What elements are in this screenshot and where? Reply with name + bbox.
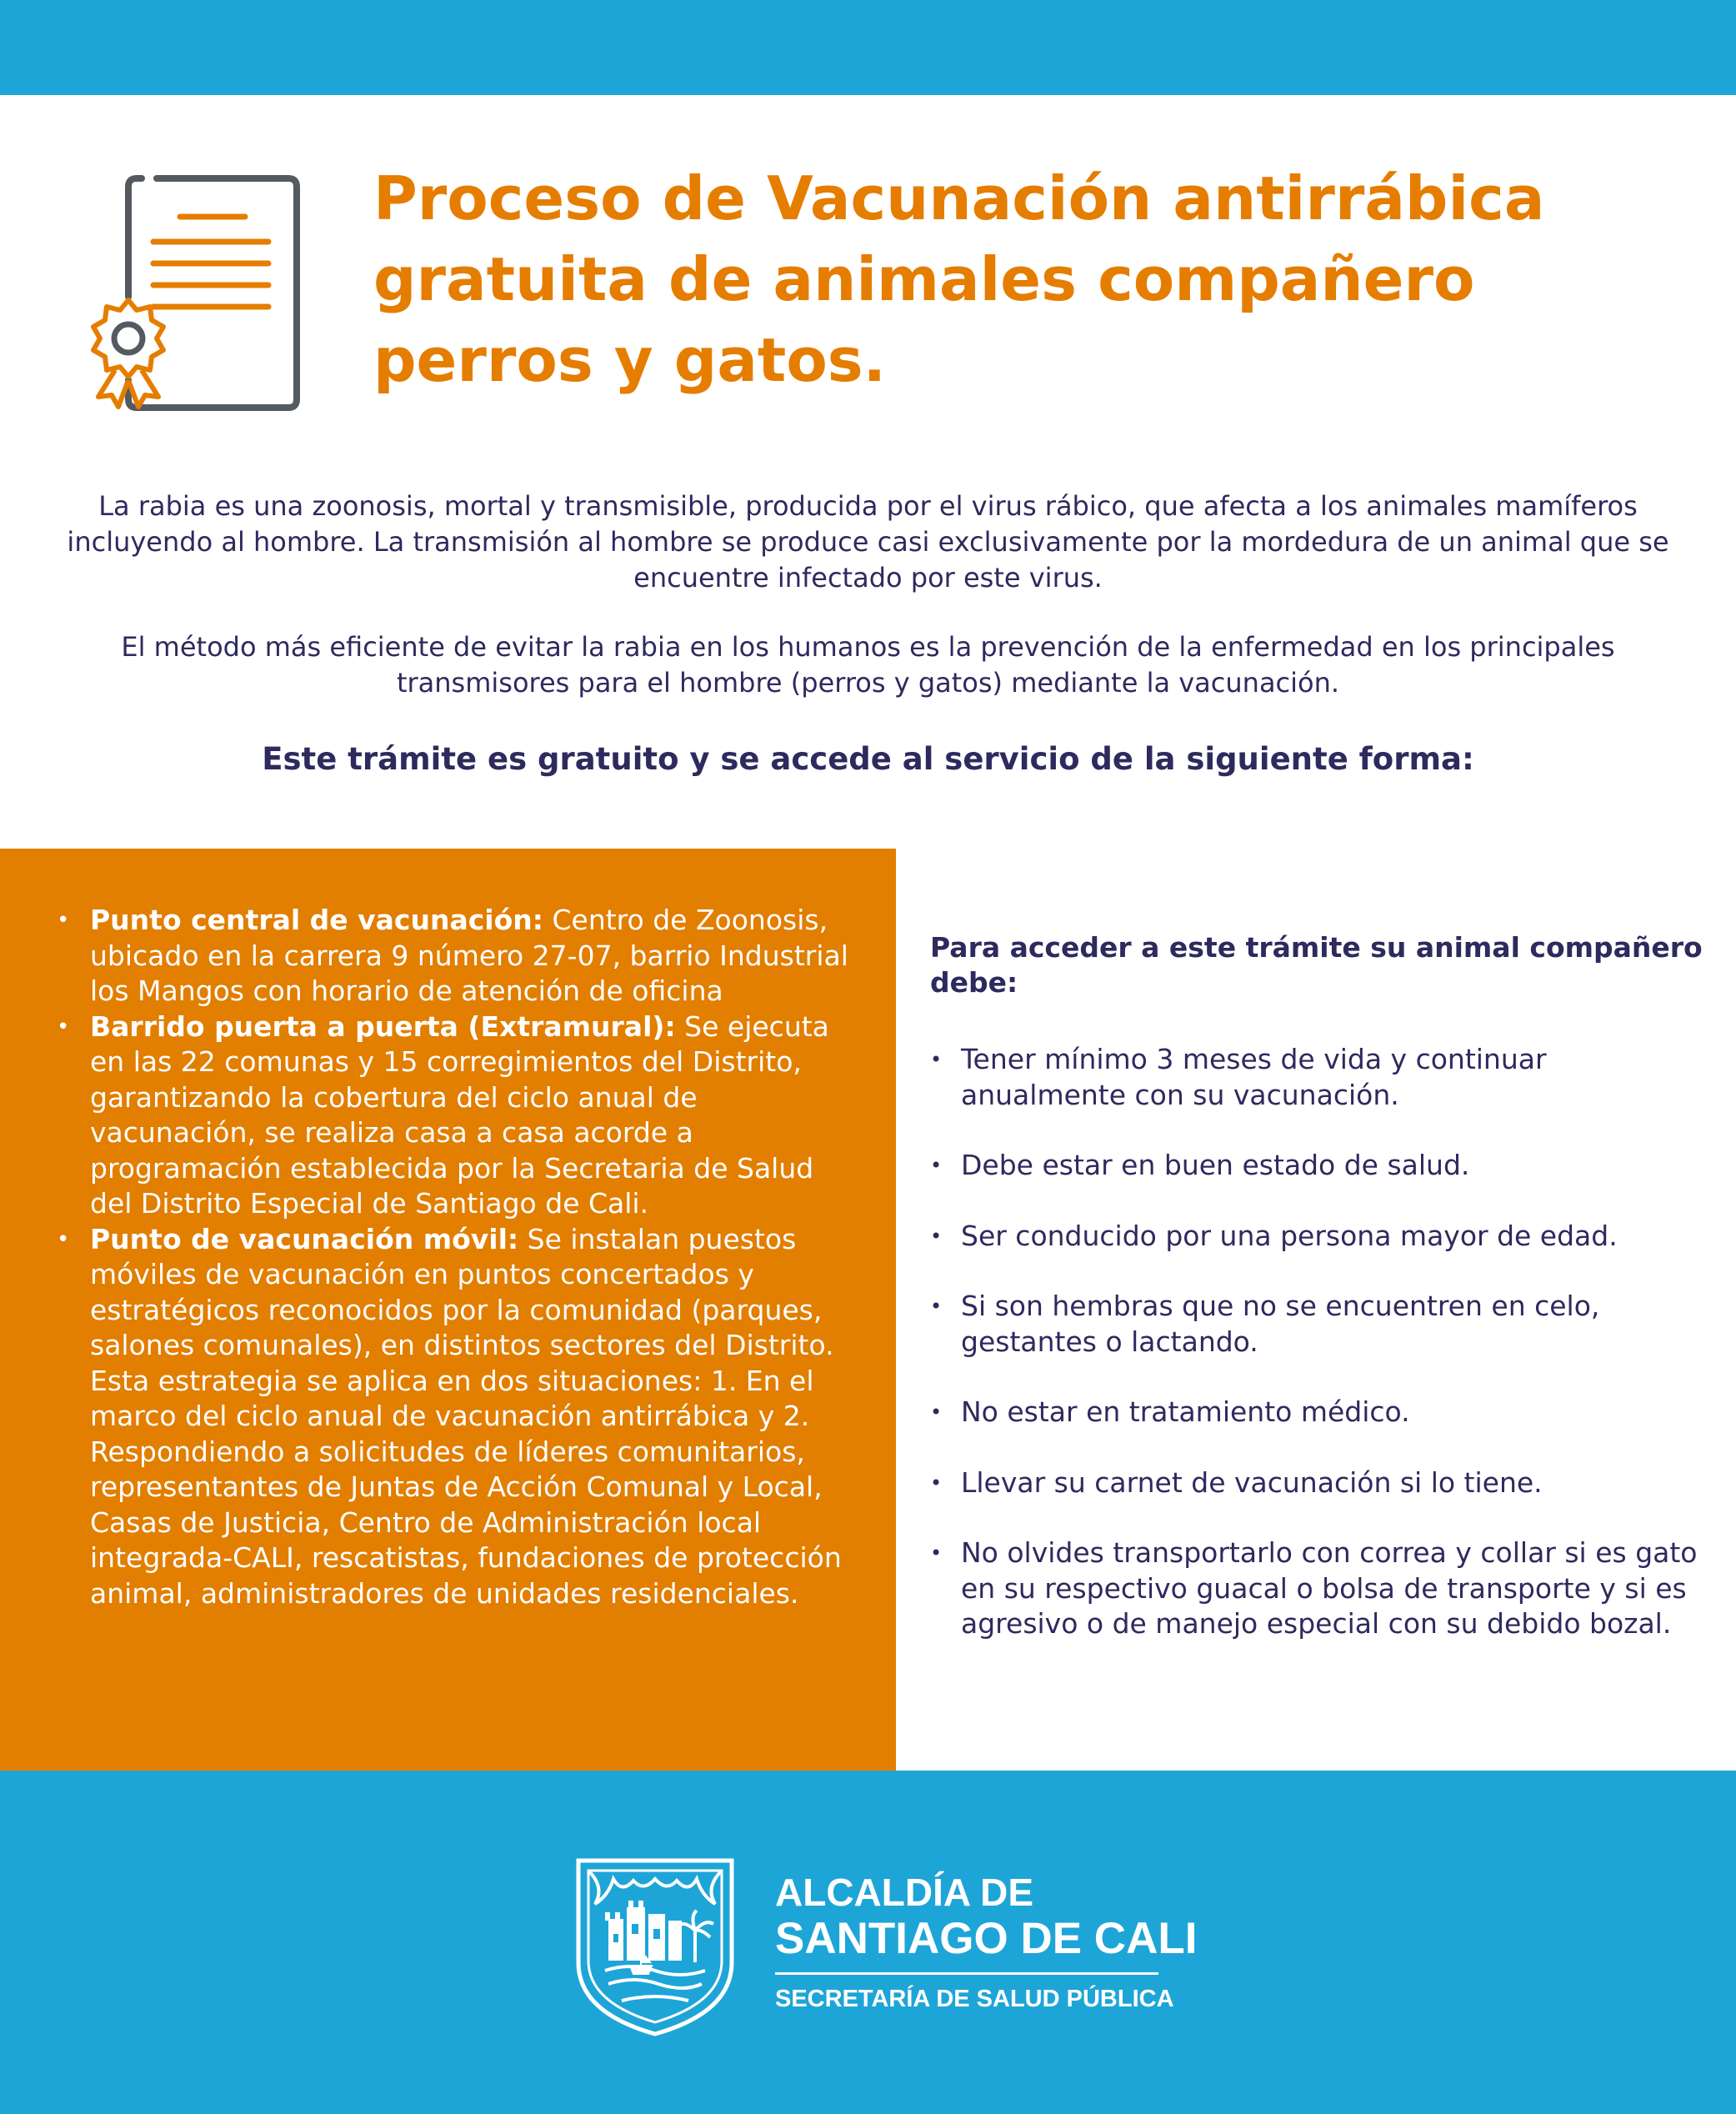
title-line: gratuita de animales compañero: [373, 244, 1475, 314]
title-line: perros y gatos.: [373, 325, 886, 395]
list-item: • No olvides transportarlo con correa y collar si es gato en su respectivo guacal o bolsa de transporte y si es agresivo o de manejo especial con su debido bozal.: [930, 1535, 1705, 1642]
requirements-list: [930, 1042, 1705, 1677]
list-item: • Si son hembras que no se encuentren en celo, gestantes o lactando.: [930, 1289, 1705, 1360]
intro-section: [67, 488, 1669, 701]
intro-paragraph: El método más eficiente de evitar la rabia en los humanos es la prevención de la enfermedad en los principales transmisores para el hombre (perros y gatos) mediante la vacunación.: [121, 631, 1615, 699]
requirements-heading: Para acceder a este trámite su animal compañero debe:: [930, 931, 1703, 999]
title-line: Proceso de Vacunación antirrábica: [373, 163, 1545, 233]
access-points-list: [57, 903, 857, 1611]
list-item: • Tener mínimo 3 meses de vida y continuar anualmente con su vacunación.: [930, 1042, 1705, 1113]
list-item: [57, 1222, 857, 1612]
org-name-line1: ALCALDÍA DE: [775, 1871, 1034, 1914]
list-item: • Llevar su carnet de vacunación si lo tiene.: [930, 1465, 1705, 1501]
list-item: • No estar en tratamiento médico.: [930, 1395, 1705, 1430]
certificate-document-icon: [82, 170, 307, 412]
org-divider: [775, 1972, 1158, 1975]
section-subheading: Este trámite es gratuito y se accede al servicio de la siguiente forma:: [262, 741, 1474, 777]
header-bar: [0, 0, 1736, 95]
item-label: Punto central de vacunación:: [90, 904, 543, 936]
org-department: SECRETARÍA DE SALUD PÚBLICA: [775, 1986, 1174, 2012]
item-text: Se instalan puestos móviles de vacunación en puntos concertados y estratégicos reconocidos por la comunidad (parques, salones comunales), en distintos sectores del Distrito. Esta estrategia se aplica en dos situaciones: 1. En el marco del ciclo anual de vacunación antirrábica y 2. Respondiendo a solicitudes de líderes comunitarios, representantes de Juntas de Acción Comunal y Local, Casas de Justicia, Centro de Administración local integrada-CALI, rescatistas, fundaciones de protección animal, administradores de unidades residenciales.: [90, 1222, 842, 1610]
org-name-line2: SANTIAGO DE CALI: [775, 1914, 1198, 1963]
city-crest-logo: [572, 1854, 738, 2039]
list-item: [57, 903, 857, 1009]
item-label: Punto de vacunación móvil:: [90, 1222, 519, 1255]
item-label: Barrido puerta a puerta (Extramural):: [90, 1009, 676, 1043]
list-item: • Debe estar en buen estado de salud.: [930, 1148, 1705, 1184]
item-text: Se ejecuta en las 22 comunas y 15 corregimientos del Distrito, garantizando la cobertura del ciclo anual de vacunación, se realiza casa a casa acorde a programación establecida por la Secretaria de Salud del Distrito Especial de Santiago de Cali.: [90, 1009, 829, 1220]
intro-paragraph: La rabia es una zoonosis, mortal y transmisible, producida por el virus rábico, que afecta a los animales mamíferos incluyendo al hombre. La transmisión al hombre se produce casi exclusivamente por la mordedura de un animal que se encuentre infectado por este virus.: [67, 490, 1669, 594]
item-text: Centro de Zoonosis, ubicado en la carrera 9 número 27-07, barrio Industrial los Mangos con horario de atención de oficina: [90, 904, 848, 1007]
page-title: [373, 158, 1707, 401]
list-item: • Ser conducido por una persona mayor de edad.: [930, 1219, 1705, 1255]
list-item: [57, 1009, 857, 1222]
